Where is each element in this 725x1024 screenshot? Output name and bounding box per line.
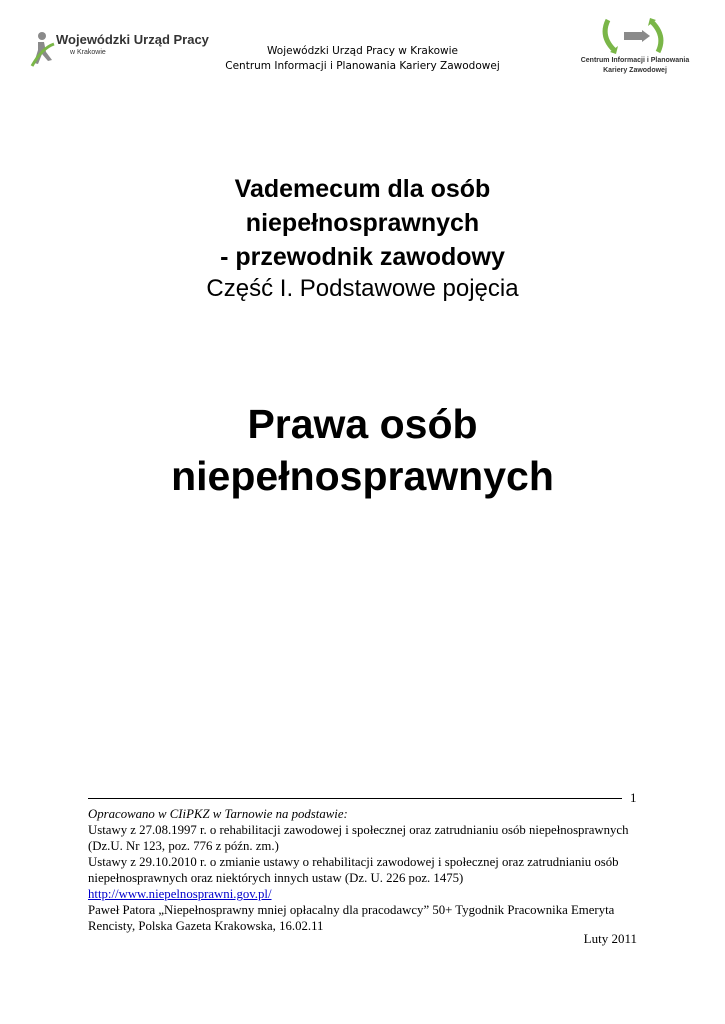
left-logo-name: Wojewódzki Urząd Pracy bbox=[56, 32, 209, 47]
document-date: Luty 2011 bbox=[583, 931, 637, 946]
source-article: Paweł Patora „Niepełnosprawny mniej opłacalny dla pracodawcy” 50+ Tygodnik Pracownika Emeryta Rencisty, Polska Gazeta Krakowska, 16.02.11 bbox=[88, 903, 615, 933]
right-logo-text: Centrum Informacji i Planowania Kariery Zawodowej bbox=[580, 57, 690, 74]
title-line-2: niepełnosprawnych bbox=[245, 209, 480, 237]
source-link[interactable]: http://www.niepelnosprawni.gov.pl/ bbox=[88, 887, 272, 901]
page-number: 1 bbox=[630, 790, 637, 805]
source-item: Ustawy z 27.08.1997 r. o rehabilitacji zawodowej i społecznej oraz zatrudnianiu osób niepełnosprawnych (Dz.U. Nr 123, poz. 776 z późn. zm.) bbox=[88, 823, 629, 853]
footer-intro: Opracowano w CIiPKZ w Tarnowie na podstawie: bbox=[88, 807, 348, 821]
arrows-cycle-icon bbox=[598, 16, 668, 56]
title-line-3: - przewodnik zawodowy bbox=[220, 243, 505, 271]
main-title-line-2: niepełnosprawnych bbox=[171, 453, 554, 499]
title-line-1: Vademecum dla osób bbox=[234, 175, 491, 203]
document-title bbox=[100, 172, 625, 304]
footer-sources bbox=[88, 806, 648, 934]
left-logo-sub: w Krakowie bbox=[70, 49, 106, 56]
header-line-1: Wojewódzki Urząd Pracy w Krakowie bbox=[267, 45, 458, 57]
source-item: Ustawy z 29.10.2010 r. o zmianie ustawy o rehabilitacji zawodowej i społecznej oraz zatrudnianiu osób niepełnosprawnych oraz niektórych innych ustaw (Dz. U. 226 poz. 1475) bbox=[88, 855, 619, 885]
main-title bbox=[60, 398, 665, 502]
document-subtitle: Część I. Podstawowe pojęcia bbox=[206, 275, 519, 302]
page-header bbox=[200, 44, 525, 74]
footer-divider bbox=[88, 798, 622, 799]
main-title-line-1: Prawa osób bbox=[247, 401, 478, 447]
header-line-2: Centrum Informacji i Planowania Kariery Zawodowej bbox=[225, 60, 500, 72]
